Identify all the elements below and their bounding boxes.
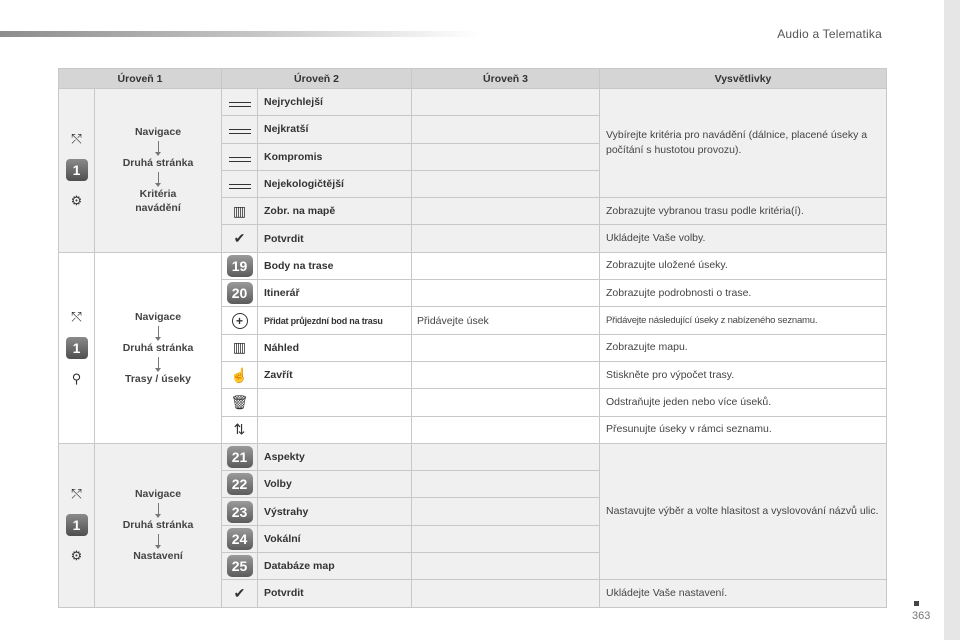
- path-step: Druhá stránka: [122, 341, 194, 354]
- level3-label: [412, 580, 600, 607]
- level3-label: [412, 280, 600, 307]
- level1-badge: 1: [66, 514, 88, 536]
- level3-label: [412, 116, 600, 143]
- down-arrow-icon: [158, 141, 159, 153]
- level2-label: Nejkratší: [258, 116, 412, 143]
- explanation: Zobrazujte podrobnosti o trase.: [600, 280, 887, 307]
- level2-label: [258, 389, 412, 416]
- navigation-icon: ⤲: [71, 486, 82, 502]
- route-stages-icon: ⚲: [71, 370, 82, 386]
- level1-icons-cell: [59, 89, 95, 253]
- column-header: Vysvětlivky: [600, 69, 887, 89]
- route-bar-icon: [222, 89, 258, 116]
- level2-label: Potvrdit: [258, 225, 412, 252]
- path-step: Kritéria: [139, 188, 177, 201]
- explanation: Nastavujte výběr a volte hlasitost a vyslovování názvů ulic.: [600, 443, 887, 579]
- level3-label: [412, 498, 600, 525]
- level3-label: [412, 471, 600, 498]
- number-badge: 22: [222, 471, 258, 498]
- explanation: Přesunujte úseky v rámci seznamu.: [600, 416, 887, 443]
- number-badge: 24: [222, 525, 258, 552]
- level2-label: Výstrahy: [258, 498, 412, 525]
- level2-label: Zavřít: [258, 361, 412, 388]
- navigation-icon: ⤲: [71, 131, 82, 147]
- level2-label: Potvrdit: [258, 580, 412, 607]
- settings-gear-icon: ⚙: [70, 548, 83, 564]
- path-step: Trasy / úseky: [125, 372, 191, 385]
- level3-label: [412, 143, 600, 170]
- level2-label: Databáze map: [258, 553, 412, 580]
- route-bar-icon: [222, 116, 258, 143]
- check-icon: ✔: [222, 225, 258, 252]
- level2-label: Aspekty: [258, 443, 412, 470]
- navigation-menu-table: [58, 68, 887, 608]
- menu-path: [95, 443, 222, 607]
- level3-label: [412, 334, 600, 361]
- down-arrow-icon: [158, 326, 159, 338]
- level3-label: [412, 416, 600, 443]
- level2-label: Nejekologičtější: [258, 170, 412, 197]
- move-icon: ⇅: [222, 416, 258, 443]
- level2-label: Itinerář: [258, 280, 412, 307]
- explanation: Ukládejte Vaše nastavení.: [600, 580, 887, 607]
- level2-label: Vokální: [258, 525, 412, 552]
- level3-label: [412, 361, 600, 388]
- path-step: Navigace: [134, 488, 182, 501]
- column-header: Úroveň 3: [412, 69, 600, 89]
- column-header: Úroveň 1: [59, 69, 222, 89]
- level3-label: [412, 389, 600, 416]
- level2-label: Náhled: [258, 334, 412, 361]
- path-step: Druhá stránka: [122, 157, 194, 170]
- level2-label: Přidat průjezdní bod na trasu: [258, 307, 412, 334]
- explanation: Vybírejte kritéria pro navádění (dálnice, placené úseky a počítání s hustotou provozu).: [600, 89, 887, 198]
- menu-path: [95, 252, 222, 443]
- level2-label: Volby: [258, 471, 412, 498]
- table-row: [59, 252, 887, 279]
- path-step: navádění: [135, 202, 181, 215]
- down-arrow-icon: [158, 503, 159, 515]
- path-step: Nastavení: [133, 550, 183, 563]
- explanation: Zobrazujte vybranou trasu podle kritéria(í).: [600, 198, 887, 225]
- navigation-icon: ⤲: [71, 308, 82, 324]
- level3-label: [412, 89, 600, 116]
- level3-label: [412, 525, 600, 552]
- number-badge: 19: [222, 252, 258, 279]
- path-step: Navigace: [134, 310, 182, 323]
- column-header: Úroveň 2: [222, 69, 412, 89]
- down-arrow-icon: [158, 534, 159, 546]
- level1-icons-cell: [59, 443, 95, 607]
- path-step: Navigace: [134, 126, 182, 139]
- page-edge-strip: [944, 0, 960, 640]
- section-title: Audio a Telematika: [777, 27, 882, 41]
- map-icon: ▥: [222, 334, 258, 361]
- explanation: Stiskněte pro výpočet trasy.: [600, 361, 887, 388]
- map-icon: ▥: [222, 198, 258, 225]
- level3-label: [412, 170, 600, 197]
- level3-label: [412, 553, 600, 580]
- down-arrow-icon: [158, 357, 159, 369]
- hand-icon: ☝: [222, 361, 258, 388]
- level2-label: Zobr. na mapě: [258, 198, 412, 225]
- level1-icons-cell: [59, 252, 95, 443]
- level2-label: [258, 416, 412, 443]
- header-decor-bar: [0, 31, 480, 37]
- explanation: Zobrazujte mapu.: [600, 334, 887, 361]
- table-header-row: [59, 69, 887, 89]
- route-settings-icon: ⚙: [70, 193, 83, 209]
- check-icon: ✔: [222, 580, 258, 607]
- page-number: 363: [912, 610, 931, 622]
- number-badge: 23: [222, 498, 258, 525]
- menu-path: [95, 89, 222, 253]
- number-badge: 20: [222, 280, 258, 307]
- page-marker: [914, 601, 919, 606]
- level3-label: [412, 252, 600, 279]
- level3-label: Přidávejte úsek: [412, 307, 600, 334]
- level3-label: [412, 225, 600, 252]
- level2-label: Body na trase: [258, 252, 412, 279]
- level1-badge: 1: [66, 159, 88, 181]
- level3-label: [412, 198, 600, 225]
- number-badge: 21: [222, 443, 258, 470]
- route-bar-icon: [222, 143, 258, 170]
- trash-icon: 🗑: [222, 389, 258, 416]
- level3-label: [412, 443, 600, 470]
- path-step: Druhá stránka: [122, 519, 194, 532]
- table-row: [59, 443, 887, 470]
- explanation: Ukládejte Vaše volby.: [600, 225, 887, 252]
- explanation: Zobrazujte uložené úseky.: [600, 252, 887, 279]
- explanation: Přidávejte následující úseky z nabízeného seznamu.: [600, 307, 887, 334]
- down-arrow-icon: [158, 172, 159, 184]
- route-bar-icon: [222, 170, 258, 197]
- level2-label: Kompromis: [258, 143, 412, 170]
- level2-label: Nejrychlejší: [258, 89, 412, 116]
- number-badge: 25: [222, 553, 258, 580]
- explanation: Odstraňujte jeden nebo více úseků.: [600, 389, 887, 416]
- table-row: [59, 89, 887, 116]
- level1-badge: 1: [66, 337, 88, 359]
- plus-icon: +: [222, 307, 258, 334]
